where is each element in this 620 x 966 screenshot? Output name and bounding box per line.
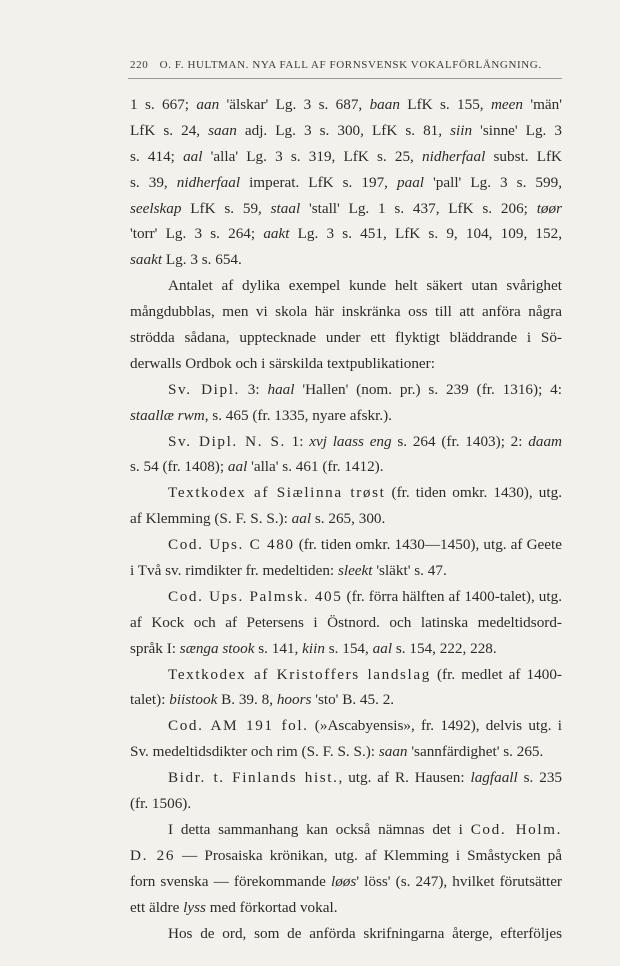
text-run: 'sannfärdighet' s. 265. xyxy=(407,743,544,761)
text-run: LfK s. 155, xyxy=(399,96,491,113)
italic-term: kiin xyxy=(302,639,325,657)
spaced-source-title: D. 26 xyxy=(130,846,176,864)
text-run: strödda sådana, upptecknade under ett flyktigt bläddrande i Sö- xyxy=(130,329,562,347)
text-line xyxy=(130,221,562,247)
text-run: Antalet af dylika exempel kunde helt säkert utan svårighet xyxy=(168,277,562,295)
text-line xyxy=(130,480,562,506)
italic-term: løøs xyxy=(330,872,357,890)
text-run: Sv. medeltidsdikter och rim (S. F. S. S.): xyxy=(130,743,379,761)
text-run: 'släkt' s. 47. xyxy=(372,562,447,580)
text-run: 'sinne' Lg. 3 xyxy=(472,121,562,139)
text-run: (fr. förra hälften af 1400-talet), utg. xyxy=(342,587,562,605)
text-run: talet): xyxy=(130,691,170,709)
text-line xyxy=(130,429,562,455)
text-run: 'älskar' Lg. 3 s. 687, xyxy=(219,96,370,113)
italic-term: aal xyxy=(183,147,203,165)
running-header xyxy=(130,59,560,71)
text-line xyxy=(130,170,562,196)
italic-term: meen xyxy=(490,96,524,113)
text-run: Lg. 3 s. 451, LfK s. 9, 104, 109, 152, xyxy=(289,225,562,243)
italic-term: xvj laass eng xyxy=(309,432,392,450)
text-run: 'män' xyxy=(523,96,562,113)
text-run: (fr. 1506). xyxy=(130,795,192,813)
text-line xyxy=(130,558,562,584)
body-text xyxy=(130,92,562,946)
italic-term: paal xyxy=(397,173,425,191)
text-line xyxy=(130,895,562,921)
italic-term: seelskap xyxy=(130,199,182,217)
text-line xyxy=(130,351,562,377)
text-run: med förkortad vokal. xyxy=(205,898,338,916)
text-line xyxy=(130,454,562,480)
text-run: mångdubblas, men vi skola här inskränka oss till att anföra några xyxy=(130,303,562,321)
spaced-source-title: Textkodex af Kristoffers landslag xyxy=(168,665,431,683)
page-number: 220 xyxy=(130,59,149,71)
text-run: imperat. LfK s. 197, xyxy=(240,173,397,191)
spaced-source-title: Bidr. t. Finlands hist. xyxy=(168,769,339,787)
italic-term: siin xyxy=(450,121,473,139)
text-line xyxy=(130,610,562,636)
italic-term: saan xyxy=(378,743,408,761)
text-run: 'alla' Lg. 3 s. 319, LfK s. 25, xyxy=(202,147,423,165)
text-run: s. 235 xyxy=(517,769,562,787)
italic-term: baan xyxy=(369,96,400,113)
text-run: s. 54 (fr. 1408); xyxy=(130,458,228,476)
text-line xyxy=(130,299,562,325)
text-run: s. 141, xyxy=(254,639,303,657)
text-run: i Två sv. rimdikter fr. medeltiden: xyxy=(130,562,338,580)
italic-term: sænga stook xyxy=(179,639,255,657)
italic-term: staal xyxy=(270,199,301,217)
italic-term: daam xyxy=(528,432,562,450)
running-title: O. F. HULTMAN. NYA FALL AF FORNSVENSK VOKALFÖRLÄNGNING. xyxy=(159,59,542,71)
text-line xyxy=(130,713,562,739)
italic-term: nidherfaal xyxy=(422,147,486,165)
text-line xyxy=(130,869,562,895)
text-line xyxy=(130,687,562,713)
text-run: Lg. 3 s. 654. xyxy=(162,251,242,269)
text-line xyxy=(130,377,562,403)
text-run: 1 s. 667; xyxy=(130,96,197,113)
text-run: s. 39, xyxy=(130,173,177,191)
text-run: ' löss' (s. 247), hvilket förutsätter xyxy=(356,872,562,890)
text-line xyxy=(130,118,562,144)
text-line xyxy=(130,273,562,299)
text-run: språk I: xyxy=(130,639,180,657)
text-run: LfK s. 24, xyxy=(130,121,209,139)
text-run: s. 154, 222, 228. xyxy=(392,639,497,657)
italic-term: staallæ rwm xyxy=(130,406,205,424)
italic-term: aal xyxy=(227,458,248,476)
text-run: s. 154, xyxy=(324,639,373,657)
text-run: (fr. medlet af 1400- xyxy=(430,665,562,683)
italic-term: aakt xyxy=(263,225,290,243)
italic-term: lagfaall xyxy=(470,769,518,787)
text-run: 'pall' Lg. 3 s. 599, xyxy=(424,173,562,191)
spaced-source-title: Cod. Ups. Palmsk. 405 xyxy=(168,587,343,605)
italic-term: saan xyxy=(208,121,237,139)
text-run: , utg. af R. Hausen: xyxy=(338,769,471,787)
italic-term: aan xyxy=(196,96,220,113)
text-line xyxy=(130,636,562,662)
text-line xyxy=(130,584,562,610)
text-run: subst. LfK xyxy=(485,147,562,165)
text-run: 'sto' B. 45. 2. xyxy=(311,691,395,709)
text-run: 3: xyxy=(239,380,268,398)
italic-term: nidherfaal xyxy=(176,173,241,191)
text-line xyxy=(130,196,562,222)
text-line xyxy=(130,144,562,170)
italic-term: aal xyxy=(291,510,312,528)
text-run: 1: xyxy=(285,432,310,450)
spaced-source-title: Textkodex af Siælinna trøst xyxy=(168,484,386,502)
text-run: B. 39. 8, xyxy=(217,691,277,709)
text-run: (fr. tiden omkr. 1430), utg. xyxy=(385,484,562,502)
text-line xyxy=(130,532,562,558)
text-line xyxy=(130,92,562,118)
italic-term: saakt xyxy=(130,251,163,269)
text-run: 'Hallen' (nom. pr.) s. 239 (fr. 1316); 4: xyxy=(294,380,562,398)
text-run: 'torr' Lg. 3 s. 264; xyxy=(130,225,264,243)
italic-term: hoors xyxy=(276,691,312,709)
text-line xyxy=(130,247,562,273)
text-line xyxy=(130,921,562,947)
text-run: ett äldre xyxy=(130,898,184,916)
text-line xyxy=(130,765,562,791)
text-run: adj. Lg. 3 s. 300, LfK s. 81, xyxy=(236,121,451,139)
text-run: forn svenska — förekommande xyxy=(130,872,331,890)
text-line xyxy=(130,843,562,869)
italic-term: lyss xyxy=(183,898,206,916)
spaced-source-title: Cod. Ups. C 480 xyxy=(168,536,295,554)
italic-term: sleekt xyxy=(337,562,373,580)
text-run: s. 264 (fr. 1403); 2: xyxy=(391,432,529,450)
text-line xyxy=(130,817,562,843)
text-run: 'stall' Lg. 1 s. 437, LfK s. 206; xyxy=(300,199,537,217)
text-run: 'alla' s. 461 (fr. 1412). xyxy=(247,458,384,476)
spaced-source-title: Sv. Dipl. xyxy=(168,380,240,398)
text-run: LfK s. 59, xyxy=(181,199,271,217)
italic-term: aal xyxy=(372,639,393,657)
header-rule xyxy=(128,78,562,79)
text-line xyxy=(130,325,562,351)
spaced-source-title: Cod. AM 191 fol. xyxy=(168,717,309,735)
spaced-source-title: Cod. Holm. xyxy=(470,820,562,838)
text-run: af Klemming (S. F. S. S.): xyxy=(130,510,292,528)
italic-term: tøør xyxy=(536,199,562,217)
italic-term: haal xyxy=(267,380,295,398)
text-run: (fr. tiden omkr. 1430—1450), utg. af Geete xyxy=(294,536,562,554)
text-run: s. 265, 300. xyxy=(311,510,386,528)
text-run: (»Ascabyensis», fr. 1492), delvis utg. i xyxy=(308,717,562,735)
text-run: , s. 465 (fr. 1335, nyare afskr.). xyxy=(204,406,392,424)
text-run: Hos de ord, som de anförda skrifningarna återge, efterföljes xyxy=(168,924,562,942)
spaced-source-title: Sv. Dipl. N. S. xyxy=(168,432,286,450)
text-line xyxy=(130,506,562,532)
text-run: s. 414; xyxy=(130,147,184,165)
text-run: af Kock och af Petersens i Östnord. och latinska medeltidsord- xyxy=(130,613,562,631)
text-run: — Prosaiska krönikan, utg. af Klemming i Småstycken på xyxy=(175,846,562,864)
text-line xyxy=(130,791,562,817)
text-run: I detta sammanhang kan också nämnas det i xyxy=(168,820,471,838)
text-line xyxy=(130,662,562,688)
text-line xyxy=(130,403,562,429)
text-line xyxy=(130,739,562,765)
italic-term: biistook xyxy=(169,691,218,709)
text-run: derwalls Ordbok och i särskilda textpublikationer: xyxy=(130,354,435,372)
